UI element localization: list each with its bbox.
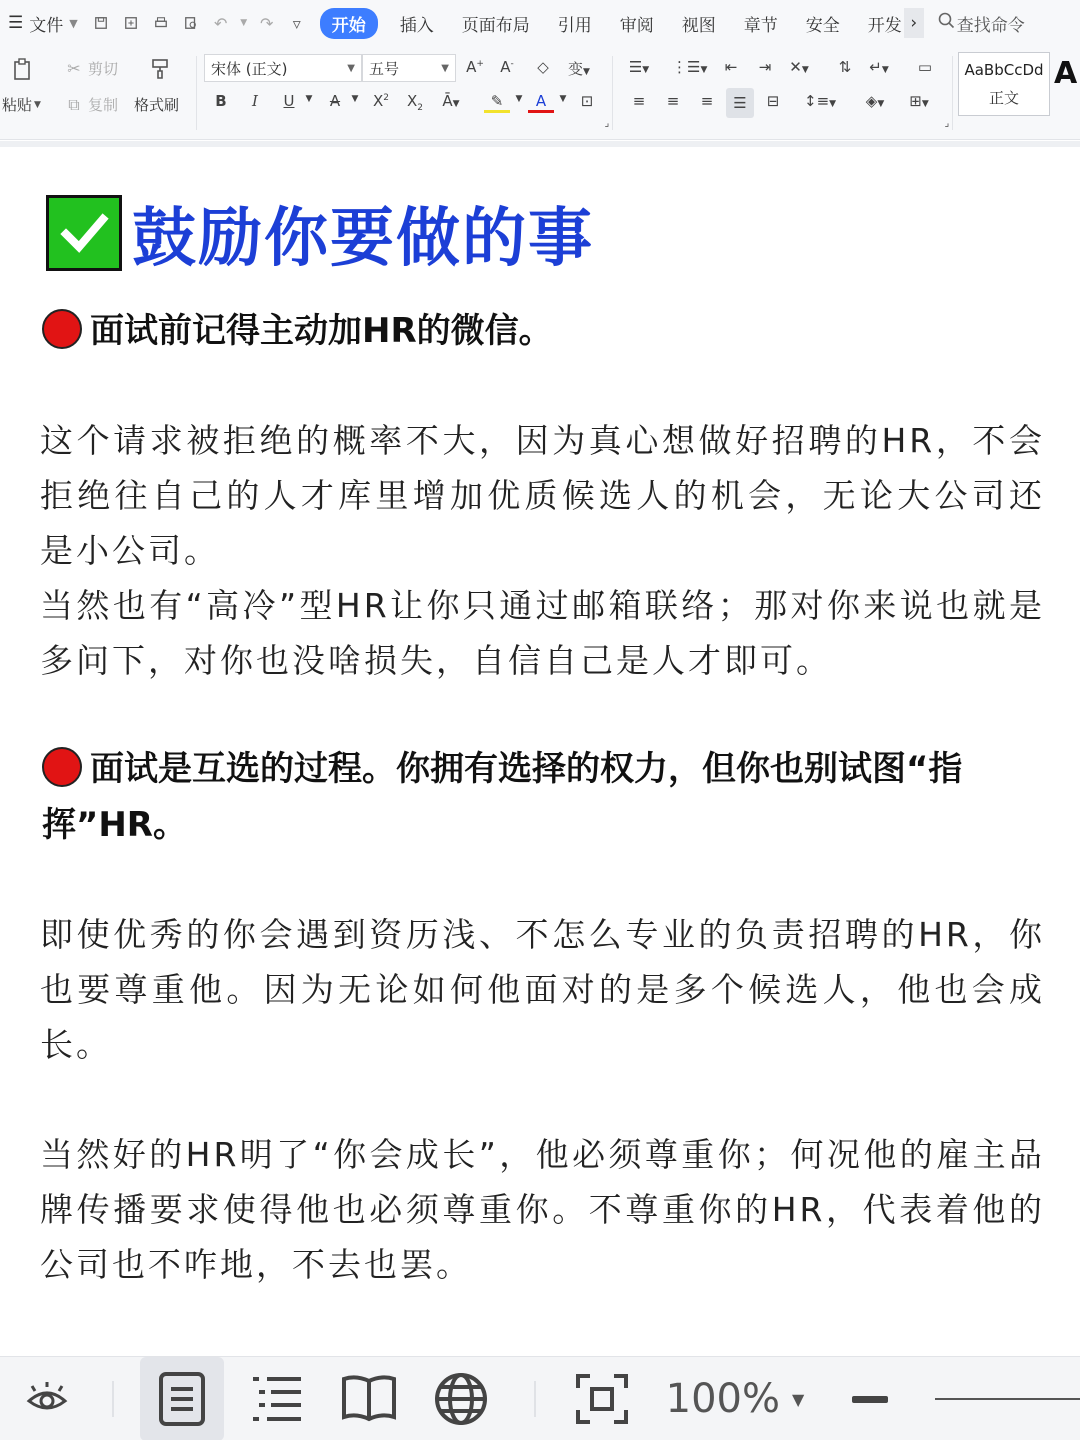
format-painter-label: 格式刷 (134, 96, 180, 114)
chevron-down-icon[interactable]: ▼ (515, 94, 523, 104)
strikethrough-icon[interactable]: A (329, 92, 341, 110)
align-center-icon[interactable]: ≡ (666, 92, 680, 110)
style-name: 正文 (988, 89, 1019, 107)
tab-security[interactable]: 安全 (805, 15, 840, 36)
zoom-slider[interactable] (935, 1398, 1080, 1400)
chevron-down-icon: ▼ (347, 62, 355, 74)
section-heading-text: 面试前记得主动加HR的微信。 (90, 311, 553, 351)
show-marks-icon[interactable]: ↵▼ (869, 58, 889, 76)
superscript-icon[interactable]: $X^2$ (372, 92, 389, 110)
full-screen-icon[interactable] (570, 1357, 634, 1440)
file-menu[interactable] (0, 11, 86, 36)
paragraph: 这个请求被拒绝的概率不大，因为真心想做好招聘的HR，不会拒绝往自己的人才库里增加优质候选人的机会，无论大公司还是小公司。 当然也有“高冷”型HR让你只通过邮箱联络；那对你来说也就是多问下，对你也没啥损失，自信自己是人才即可。 (40, 421, 1045, 680)
shrink-font-icon[interactable]: A- (500, 58, 514, 76)
cut-label: 剪切 (88, 60, 119, 78)
customize-toolbar-icon[interactable]: ▿ (292, 13, 301, 33)
document-title: 鼓励你要做的事 (132, 202, 594, 276)
style-heading-preview[interactable]: A (1054, 56, 1078, 91)
distributed-align-icon[interactable]: ⊟ (766, 92, 780, 110)
font-size-value: 五号 (369, 59, 400, 78)
page-view-icon[interactable] (140, 1357, 224, 1440)
borders-icon[interactable]: ⊞▼ (909, 92, 929, 110)
paragraph: 当然好的HR明了“你会成长”，他必须尊重你；何况他的雇主品牌传播要求使得他也必须尊重你。不尊重你的HR，代表着他的公司也不咋地，不去也罢。 (40, 1135, 1045, 1284)
red-circle-icon (42, 309, 82, 349)
undo-icon[interactable]: ↶ (214, 13, 228, 33)
font-name-select[interactable] (204, 54, 362, 82)
check-mark-icon (46, 195, 122, 271)
reading-view-icon[interactable] (338, 1357, 400, 1440)
subscript-icon[interactable]: $X_2$ (406, 92, 423, 113)
numbered-list-icon[interactable]: ⋮☰▼ (672, 58, 708, 76)
paste-label: 粘贴 (2, 96, 33, 114)
red-circle-icon (42, 747, 82, 787)
clear-format-icon[interactable]: ◇ (537, 58, 549, 76)
font-color-icon[interactable]: A (528, 92, 554, 113)
chevron-down-icon[interactable]: ▼ (351, 94, 359, 104)
bold-icon[interactable]: B (215, 92, 227, 110)
zoom-level-dropdown[interactable] (650, 1357, 820, 1440)
chevron-down-icon: ▼ (792, 1389, 805, 1409)
bullet-list-icon[interactable]: ☰▼ (628, 58, 650, 76)
undo-dropdown-icon[interactable]: ▼ (240, 18, 248, 28)
command-search-label: 查找命令 (956, 15, 1025, 36)
ribbon-toolbar (0, 46, 1080, 140)
print-icon[interactable] (146, 15, 176, 31)
chevron-down-icon: ▼ (69, 16, 78, 30)
phonetic-guide-icon[interactable]: 变▼ (568, 60, 590, 78)
web-layout-icon[interactable] (430, 1357, 492, 1440)
underline-icon[interactable]: U (283, 92, 295, 110)
chevron-down-icon: ▼ (34, 99, 41, 110)
tab-insert[interactable]: 插入 (399, 15, 434, 36)
export-icon[interactable] (116, 15, 146, 31)
eye-protection-icon[interactable] (20, 1357, 74, 1440)
format-painter-icon[interactable] (150, 58, 170, 80)
highlight-icon[interactable]: ✎ (484, 92, 510, 113)
scissors-icon: ✂ (67, 59, 81, 78)
search-icon (938, 12, 955, 34)
grow-font-icon[interactable]: A+ (466, 58, 484, 76)
document-title-row (46, 187, 594, 279)
section-heading (42, 303, 1052, 359)
menu-bar (0, 0, 1080, 46)
line-spacing-icon[interactable]: ↕≡▼ (804, 92, 837, 110)
font-name-value: 宋体 (正文) (211, 59, 288, 78)
tabs-more-button[interactable]: › (904, 8, 924, 38)
paste-button[interactable] (2, 94, 41, 115)
paragraph-dialog-launcher-icon[interactable]: ⌟ (944, 118, 950, 129)
outline-view-icon[interactable] (246, 1357, 308, 1440)
copy-icon: ⧉ (68, 94, 80, 114)
hamburger-icon: ☰ (8, 13, 24, 33)
zoom-out-button[interactable] (846, 1357, 894, 1440)
tab-home[interactable]: 开始 (320, 8, 378, 39)
align-left-icon[interactable]: ≡ (632, 92, 646, 110)
style-sample: AaBbCcDd (964, 61, 1044, 79)
section-heading-text: 面试是互选的过程。你拥有选择的权力，但你也别试图“指挥”HR。 (42, 749, 963, 845)
command-search[interactable] (930, 11, 1033, 36)
print-preview-icon[interactable] (176, 15, 206, 31)
zoom-level: 100% (665, 1376, 781, 1422)
ruler-icon[interactable]: ▭ (917, 58, 933, 76)
paragraph: 即使优秀的你会遇到资历浅、不怎么专业的负责招聘的HR，你也要尊重他。因为无论如何他面对的是多个候选人，他也会成长。 (40, 915, 1045, 1064)
format-painter-button[interactable] (134, 94, 179, 115)
tab-developer[interactable]: 开发 (867, 15, 902, 36)
shading-icon[interactable]: ◈▼ (865, 92, 885, 110)
align-right-icon[interactable]: ≡ (700, 92, 714, 110)
paste-icon[interactable] (12, 58, 34, 82)
section-heading (42, 741, 1052, 853)
font-dialog-launcher-icon[interactable]: ⌟ (604, 118, 610, 129)
sort-icon[interactable]: ⇅ (838, 58, 852, 76)
style-normal[interactable] (958, 52, 1050, 116)
character-border-icon[interactable]: ⊡ (580, 92, 594, 110)
chevron-down-icon[interactable]: ▼ (305, 94, 313, 104)
italic-icon[interactable]: I (252, 92, 258, 110)
decrease-indent-icon[interactable]: ⇤ (724, 58, 738, 76)
save-icon[interactable] (86, 15, 116, 31)
tab-references[interactable]: 引用 (557, 15, 592, 36)
copy-button[interactable] (64, 94, 118, 115)
document-page[interactable] (0, 147, 1080, 1355)
file-menu-label: 文件 (29, 15, 64, 36)
minus-icon (852, 1396, 888, 1403)
tab-review[interactable]: 审阅 (619, 15, 654, 36)
redo-icon[interactable]: ↷ (260, 13, 274, 33)
cut-button[interactable] (64, 58, 118, 79)
status-bar (0, 1356, 1080, 1440)
chevron-down-icon: ▼ (441, 62, 449, 74)
text-effect-icon[interactable]: Ā▼ (442, 92, 460, 110)
copy-label: 复制 (88, 96, 119, 114)
increase-indent-icon[interactable]: ⇥ (758, 58, 772, 76)
chevron-down-icon[interactable]: ▼ (559, 94, 567, 104)
font-size-select[interactable] (362, 54, 456, 82)
chinese-layout-icon[interactable]: ✕▼ (789, 58, 809, 76)
tab-page-layout[interactable]: 页面布局 (461, 15, 530, 36)
tab-view[interactable]: 视图 (681, 15, 716, 36)
tab-chapter[interactable]: 章节 (743, 15, 778, 36)
justify-icon[interactable]: ☰ (726, 88, 754, 118)
